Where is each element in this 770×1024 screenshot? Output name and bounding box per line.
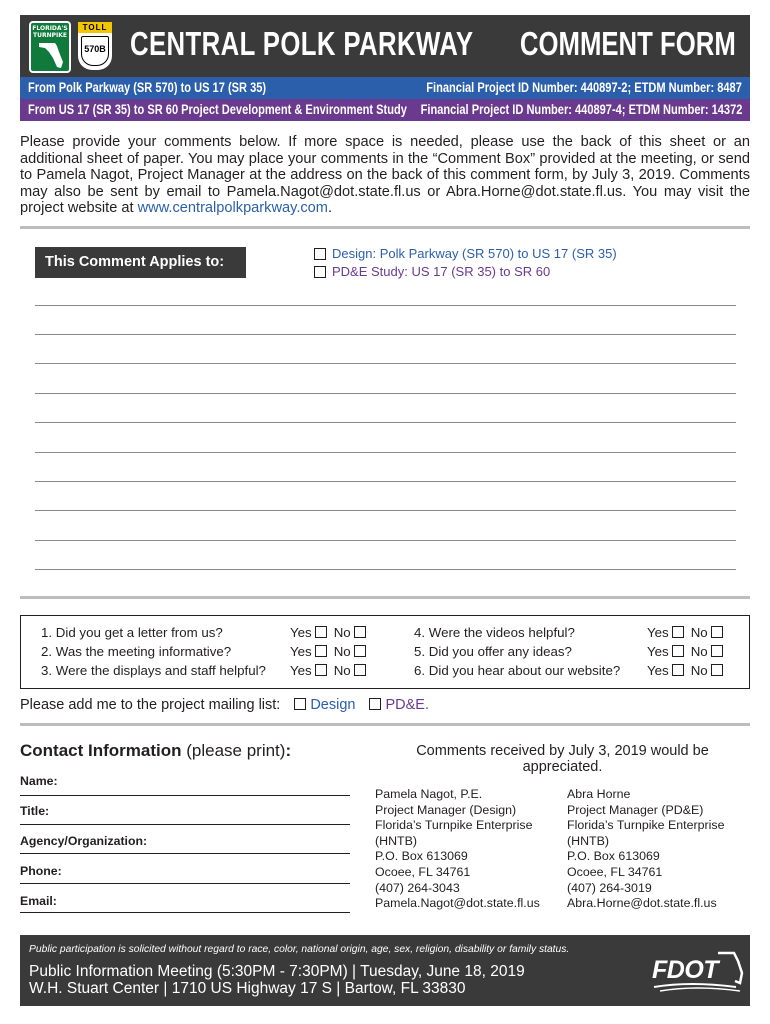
contact-heading-colon: : — [285, 741, 292, 760]
address-line: (HNTB) — [567, 833, 609, 848]
florida-outline-icon — [650, 947, 744, 995]
phone-label: Phone: — [20, 864, 62, 878]
no-label: No — [333, 625, 351, 640]
logo-text: FLORIDA'S TURNPIKE — [32, 25, 68, 39]
applies-label: This Comment Applies to: — [35, 247, 246, 278]
address-line: Project Manager (PD&E) — [567, 802, 704, 817]
non-discrimination-statement: Public participation is solicited without regard to race, color, national origin, age, sex, religion, disability or family status. — [29, 944, 570, 955]
mailing-label: Please add me to the project mailing list: — [20, 697, 281, 713]
intro-end: . — [327, 200, 333, 217]
design-project-bar — [20, 77, 750, 99]
question-2-answers — [290, 644, 373, 659]
question-3-answers — [290, 663, 373, 678]
design-checkbox[interactable] — [314, 248, 326, 260]
toll-label: TOLL — [78, 22, 112, 33]
yes-checkbox[interactable] — [672, 645, 684, 657]
florida-turnpike-logo — [29, 21, 71, 73]
fdot-logo — [650, 947, 744, 995]
design-option-label: Design: Polk Parkway (SR 570) to US 17 (SR 35) — [332, 246, 617, 261]
divider — [20, 596, 750, 599]
form-title: COMMENT FORM — [520, 25, 736, 62]
no-label: No — [690, 663, 708, 678]
pde-limits: From US 17 (SR 35) to SR 60 Project Development & Environment Study — [28, 102, 407, 117]
question-4: 4. Were the videos helpful? — [414, 625, 575, 640]
pde-option-label: PD&E Study: US 17 (SR 35) to SR 60 — [332, 264, 551, 279]
no-checkbox[interactable] — [354, 645, 366, 657]
divider — [20, 226, 750, 229]
address-pde-pm — [567, 787, 724, 912]
yes-label: Yes — [290, 625, 312, 640]
design-limits: From Polk Parkway (SR 570) to US 17 (SR 35) — [28, 80, 267, 95]
yes-checkbox[interactable] — [315, 664, 327, 676]
mailing-list-row — [20, 697, 429, 713]
deadline-note: Comments received by July 3, 2019 would be appreciated. — [416, 743, 709, 775]
question-3: 3. Were the displays and staff helpful? — [41, 663, 266, 678]
comment-line[interactable] — [35, 305, 736, 306]
yes-checkbox[interactable] — [315, 645, 327, 657]
comment-line[interactable] — [35, 393, 736, 394]
no-label: No — [333, 663, 351, 678]
applies-design-option[interactable] — [314, 246, 617, 261]
no-checkbox[interactable] — [711, 645, 723, 657]
agency-field[interactable] — [20, 853, 350, 854]
question-5-answers — [647, 644, 730, 659]
question-2: 2. Was the meeting informative? — [41, 644, 232, 659]
comment-line[interactable] — [35, 510, 736, 511]
meeting-time: Public Information Meeting (5:30PM - 7:30PM) | Tuesday, June 18, 2019 — [29, 963, 525, 980]
comment-line[interactable] — [35, 452, 736, 453]
yes-label: Yes — [647, 625, 669, 640]
email-label: Email: — [20, 894, 57, 908]
email-field[interactable] — [20, 912, 350, 913]
website-link[interactable]: www.centralpolkparkway.com — [137, 200, 328, 217]
address-line: Abra Horne — [567, 787, 631, 801]
address-email[interactable]: Pamela.Nagot@dot.state.fl.us — [375, 896, 540, 911]
address-design-pm — [375, 787, 540, 912]
no-label: No — [690, 644, 708, 659]
comment-line[interactable] — [35, 569, 736, 570]
no-checkbox[interactable] — [354, 626, 366, 638]
question-6-answers — [647, 663, 730, 678]
address-line: P.O. Box 613069 — [375, 849, 468, 864]
mailing-design-checkbox[interactable] — [294, 698, 306, 710]
yes-label: Yes — [290, 663, 312, 678]
no-checkbox[interactable] — [354, 664, 366, 676]
page-title: CENTRAL POLK PARKWAY — [130, 25, 474, 62]
yes-label: Yes — [647, 663, 669, 678]
yes-checkbox[interactable] — [672, 664, 684, 676]
question-4-answers — [647, 625, 730, 640]
pde-project-id: Financial Project ID Number: 440897-4; ETDM Number: 14372 — [420, 102, 742, 117]
yes-label: Yes — [290, 644, 312, 659]
title-label: Title: — [20, 804, 50, 818]
yes-checkbox[interactable] — [672, 626, 684, 638]
florida-map-icon — [37, 40, 65, 70]
address-line: Ocoee, FL 34761 — [375, 864, 471, 879]
question-6: 6. Did you hear about our website? — [414, 663, 621, 678]
fdot-logo-text: FDOT — [652, 956, 719, 984]
pde-project-bar — [20, 99, 750, 121]
no-checkbox[interactable] — [711, 664, 723, 676]
design-project-id: Financial Project ID Number: 440897-2; ETDM Number: 8487 — [426, 80, 742, 95]
name-label: Name: — [20, 774, 58, 788]
question-1-answers — [290, 625, 373, 640]
address-line: P.O. Box 613069 — [567, 849, 660, 864]
comment-line[interactable] — [35, 481, 736, 482]
contact-heading-bold: Contact Information — [20, 741, 182, 760]
comment-line[interactable] — [35, 363, 736, 364]
mailing-pde-checkbox[interactable] — [369, 698, 381, 710]
mailing-pde-label: PD&E. — [385, 697, 429, 713]
contact-heading — [20, 741, 291, 761]
comment-line[interactable] — [35, 334, 736, 335]
header-banner — [20, 15, 750, 77]
address-line: (HNTB) — [375, 833, 417, 848]
comment-line[interactable] — [35, 540, 736, 541]
route-number: 570B — [81, 36, 109, 66]
no-label: No — [690, 625, 708, 640]
applies-pde-option[interactable] — [314, 264, 550, 279]
phone-field[interactable] — [20, 883, 350, 884]
address-line: (407) 264-3019 — [567, 880, 652, 895]
intro-text: Please provide your comments below. If more space is needed, please use the back of this sheet or an additional sheet of paper. You may place your comments in the “Comment Box” provided at the meeting, or send to Pamela Nagot, Project Manager at the address on the back of this comment form, by July 3, 2019. Comments may also be sent by email to Pamela.Nagot@dot.state.fl.us or Abra.Horne@dot.state.fl.us. You may visit the project website at — [20, 134, 750, 217]
toll-route-shield — [78, 22, 112, 72]
address-line: (407) 264-3043 — [375, 880, 460, 895]
question-1: 1. Did you get a letter from us? — [41, 625, 223, 640]
name-field[interactable] — [20, 795, 350, 796]
footer-banner — [20, 935, 750, 1006]
pde-checkbox[interactable] — [314, 266, 326, 278]
comment-line[interactable] — [35, 422, 736, 423]
question-5: 5. Did you offer any ideas? — [414, 644, 572, 659]
mailing-design-label: Design — [310, 697, 356, 713]
address-line: Project Manager (Design) — [375, 802, 517, 817]
address-email[interactable]: Abra.Horne@dot.state.fl.us — [567, 896, 717, 911]
address-line: Pamela Nagot, P.E. — [375, 787, 483, 801]
yes-label: Yes — [647, 644, 669, 659]
meeting-location: W.H. Stuart Center | 1710 US Highway 17 S | Bartow, FL 33830 — [29, 980, 466, 997]
yes-checkbox[interactable] — [315, 626, 327, 638]
title-field[interactable] — [20, 824, 350, 825]
contact-heading-note: (please print) — [181, 741, 286, 760]
address-line: Florida’s Turnpike Enterprise — [567, 818, 725, 833]
address-line: Florida’s Turnpike Enterprise — [375, 818, 533, 833]
no-checkbox[interactable] — [711, 626, 723, 638]
address-line: Ocoee, FL 34761 — [567, 864, 663, 879]
intro-paragraph — [20, 134, 750, 217]
divider — [20, 723, 750, 726]
no-label: No — [333, 644, 351, 659]
agency-label: Agency/Organization: — [20, 834, 148, 848]
